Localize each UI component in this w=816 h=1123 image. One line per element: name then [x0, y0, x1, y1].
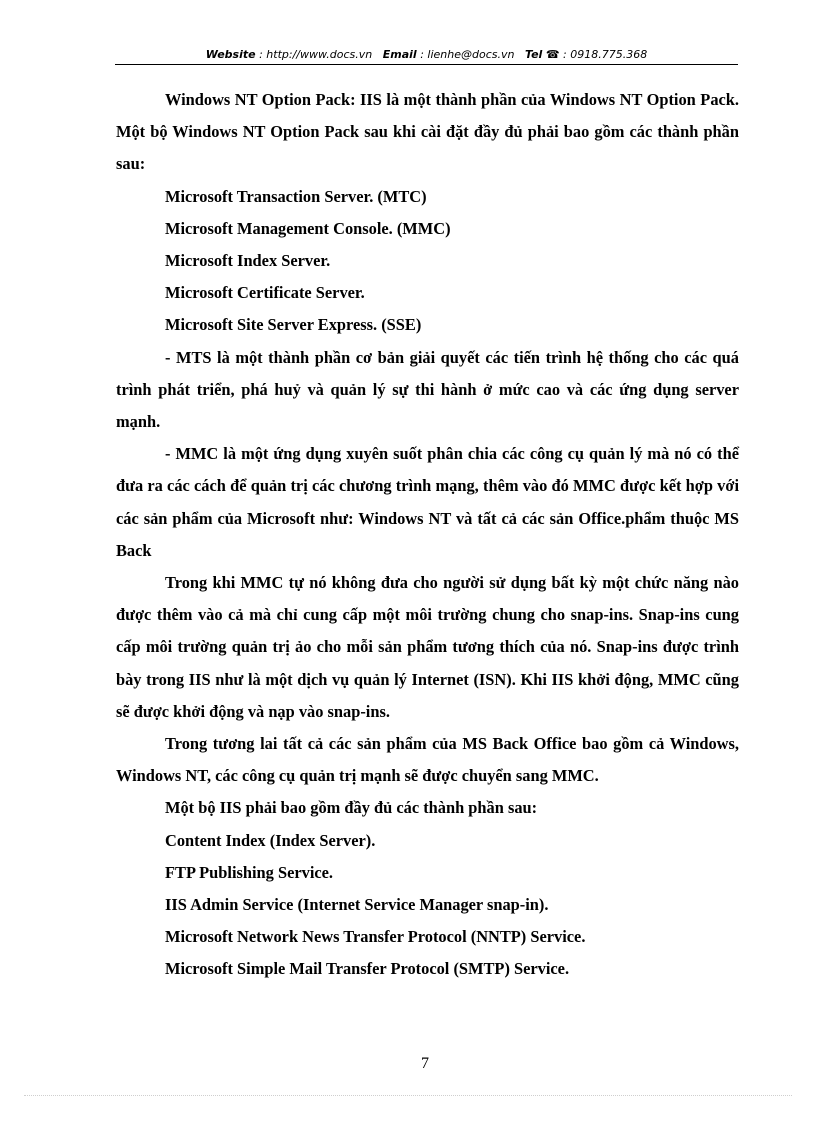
email-value: : lienhe@docs.vn: [420, 48, 515, 61]
phone-icon: ☎: [545, 48, 560, 61]
list-item: Microsoft Network News Transfer Protocol (NNTP) Service.: [165, 927, 586, 947]
header-divider: [115, 64, 738, 65]
list-item: IIS Admin Service (Internet Service Manager snap-in).: [165, 895, 549, 915]
snapins-paragraph: Trong khi MMC tự nó không đưa cho người sử dụng bất kỳ một chức năng nào được thêm vào cả mà chỉ cung cấp một môi trường chung cho snap-ins. Snap-ins cung cấp môi trường quản trị ảo cho mỗi sản phẩm tương thích của nó. Snap-ins được trình bày trong IIS như là một dịch vụ quản lý Internet (ISN). Khi IIS khởi động, MMC cũng sẽ được khởi động và nạp vào snap-ins.: [116, 573, 739, 721]
future-paragraph: Trong tương lai tất cả các sản phẩm của MS Back Office bao gồm cả Windows, Windows NT, các công cụ quản trị mạnh sẽ được chuyển sang MMC.: [116, 734, 739, 786]
website-value: : http://www.docs.vn: [259, 48, 373, 61]
list-item: Microsoft Management Console. (MMC): [165, 218, 451, 238]
list-item: Microsoft Site Server Express. (SSE): [165, 315, 422, 335]
document-body: [116, 84, 739, 986]
page-header: [115, 46, 738, 64]
page-bottom-divider: [24, 1095, 792, 1096]
intro-paragraph: Windows NT Option Pack: IIS là một thành phần của Windows NT Option Pack. Một bộ Windows NT Option Pack sau khi cài đặt đầy đủ phải bao gồm các thành phần sau:: [116, 90, 739, 174]
list-item: Microsoft Certificate Server.: [165, 283, 365, 303]
website-label: Website: [205, 48, 256, 61]
list-item: Microsoft Transaction Server. (MTC): [165, 186, 427, 206]
list-item: Microsoft Simple Mail Transfer Protocol (SMTP) Service.: [165, 959, 570, 979]
iis-components-intro: Một bộ IIS phải bao gồm đầy đủ các thành phần sau:: [165, 798, 538, 818]
tel-label: Tel: [524, 48, 543, 61]
list-item: Content Index (Index Server).: [165, 830, 376, 850]
tel-value: : 0918.775.368: [563, 48, 648, 61]
list-item: FTP Publishing Service.: [165, 862, 334, 882]
mts-paragraph: - MTS là một thành phần cơ bản giải quyết các tiến trình hệ thống cho các quá trình phát triển, phá huỷ và quản lý sự thi hành ở mức cao và các ứng dụng server mạnh.: [116, 347, 739, 432]
list-item: Microsoft Index Server.: [165, 251, 331, 271]
mmc-paragraph: - MMC là một ứng dụng xuyên suốt phân chia các công cụ quản lý mà nó có thể đưa ra các cách để quản trị các chương trình mạng, thêm vào đó MMC được kết hợp với các sản phẩm của Microsoft như: Windows NT và tất cả các sản Office.phẩm thuộc MS Back: [116, 444, 739, 560]
page-number: 7: [421, 1055, 429, 1072]
email-label: Email: [382, 48, 417, 61]
